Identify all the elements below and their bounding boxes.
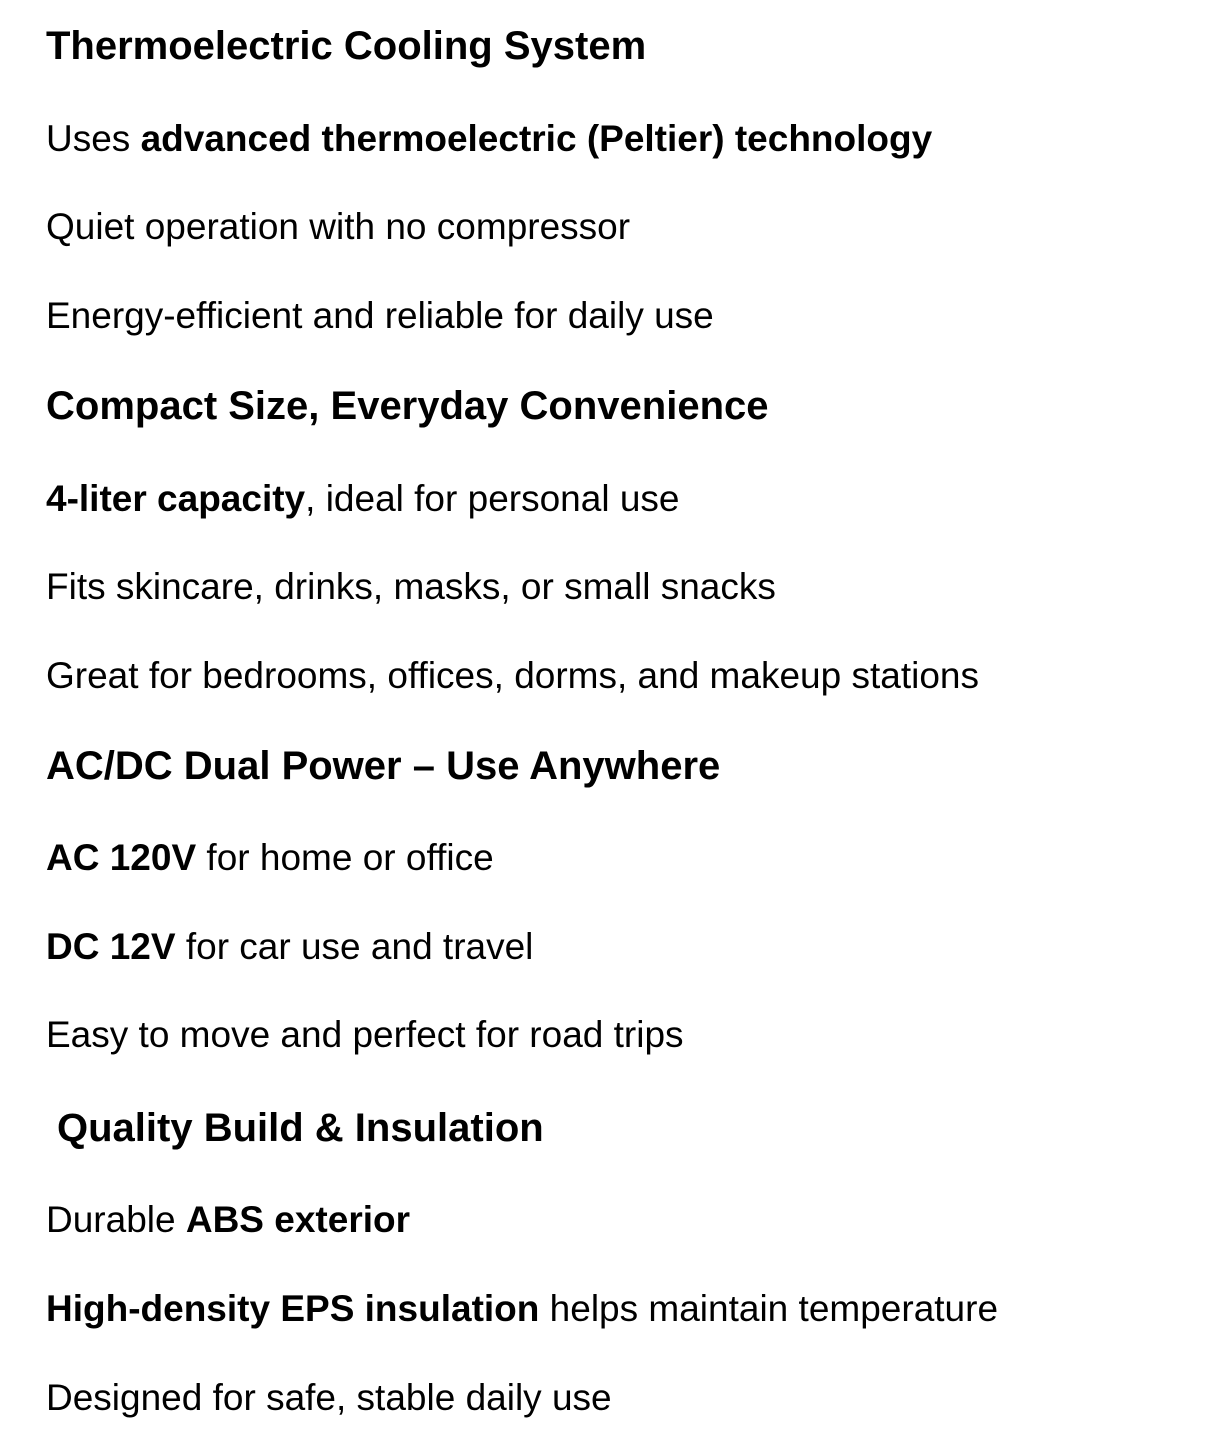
feature-item: High-density EPS insulation helps maintain temperature [46,1288,999,1329]
feature-item: Uses advanced thermoelectric (Peltier) technology [46,118,933,159]
feature-item: Designed for safe, stable daily use [46,1377,612,1418]
feature-item: Quiet operation with no compressor [46,206,631,247]
feature-item: Fits skincare, drinks, masks, or small snacks [46,566,776,607]
section-heading-cooling: Thermoelectric Cooling System [46,24,647,68]
feature-item: Energy-efficient and reliable for daily use [46,295,714,336]
feature-item: Great for bedrooms, offices, dorms, and makeup stations [46,655,979,696]
section-heading-build: Quality Build & Insulation [57,1106,544,1150]
feature-item: DC 12V for car use and travel [46,926,534,967]
section-heading-power: AC/DC Dual Power – Use Anywhere [46,744,721,788]
feature-item: 4-liter capacity, ideal for personal use [46,478,680,519]
feature-item: AC 120V for home or office [46,837,494,878]
section-heading-compact: Compact Size, Everyday Convenience [46,384,769,428]
feature-item: Easy to move and perfect for road trips [46,1014,684,1055]
feature-item: Durable ABS exterior [46,1199,410,1240]
